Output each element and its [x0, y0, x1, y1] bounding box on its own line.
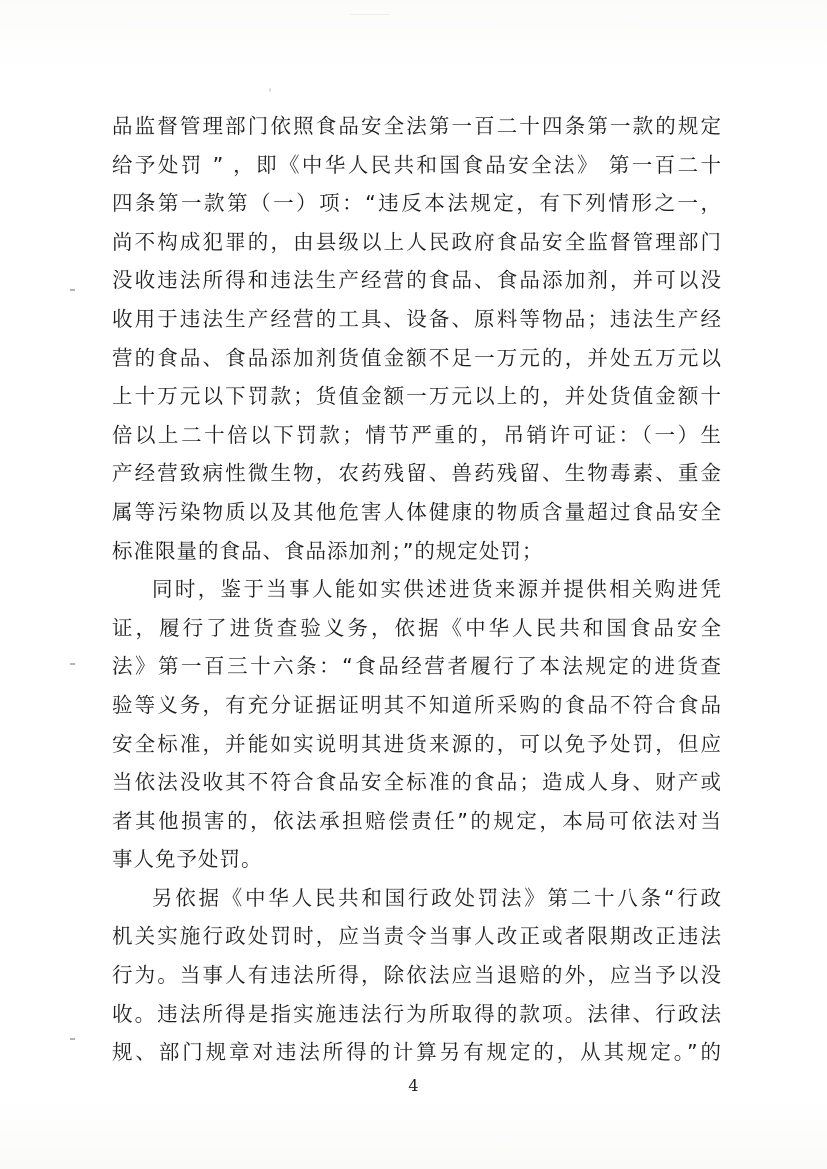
text-line: 营的食品、食品添加剂货值金额不足一万元的，并处五万元以 [112, 345, 722, 370]
text-line: 属等污染物质以及其他危害人体健康的物质含量超过食品安全 [112, 499, 722, 524]
paragraph-start-line: 同时，鉴于当事人能如实供述进货来源并提供相关购进凭 [152, 577, 722, 602]
text-line: 规、部门规章对违法所得的计算另有规定的，从其规定。”的 [112, 1040, 722, 1065]
paragraph-start-line: 另依据《中华人民共和国行政处罚法》第二十八条“行政 [152, 885, 722, 910]
page-number: 4 [408, 1076, 419, 1095]
scan-speck [269, 88, 271, 92]
text-line: 倍以上二十倍以下罚款；情节严重的，吊销许可证：（一）生 [112, 422, 722, 447]
text-line: 安全标准，并能如实说明其进货来源的，可以免予处罚，但应 [112, 731, 722, 756]
text-line: 事人免予处罚。 [112, 847, 263, 872]
text-line: 行为。当事人有违法所得，除依法应当退赔的外，应当予以没 [112, 963, 722, 988]
text-line: 给予处罚 ” ，即《中华人民共和国食品安全法》 第一百二十 [112, 152, 722, 177]
scan-mark [70, 663, 75, 665]
text-line: 上十万元以下罚款；货值金额一万元以上的，并处货值金额十 [112, 384, 722, 409]
text-line: 收用于违法生产经营的工具、设备、原料等物品；违法生产经 [112, 306, 722, 331]
text-line: 标准限量的食品、食品添加剂；”的规定处罚； [112, 538, 544, 563]
text-line: 法》第一百三十六条：“食品经营者履行了本法规定的进货查 [112, 654, 722, 679]
text-line: 机关实施行政处罚时，应当责令当事人改正或者限期改正违法 [112, 924, 722, 949]
scan-speck [350, 14, 390, 15]
text-line: 没收违法所得和违法生产经营的食品、食品添加剂，并可以没 [112, 268, 722, 293]
text-line: 四条第一款第（一）项：“违反本法规定，有下列情形之一， [112, 191, 722, 216]
text-line: 品监督管理部门依照食品安全法第一百二十四条第一款的规定 [112, 114, 722, 138]
text-line: 证，履行了进货查验义务，依据《中华人民共和国食品安全 [112, 615, 722, 640]
text-line: 收。违法所得是指实施违法行为所取得的款项。法律、行政法 [112, 1001, 722, 1026]
text-line: 当依法没收其不符合食品安全标准的食品；造成人身、财产或 [112, 770, 722, 795]
scan-mark [70, 289, 75, 291]
text-line: 者其他损害的，依法承担赔偿责任”的规定，本局可依法对当 [112, 808, 722, 833]
text-line: 产经营致病性微生物，农药残留、兽药残留、生物毒素、重金 [112, 461, 722, 486]
text-line: 尚不构成犯罪的，由县级以上人民政府食品安全监督管理部门 [112, 229, 722, 254]
scan-mark [70, 1038, 75, 1040]
text-line: 验等义务，有充分证据证明其不知道所采购的食品不符合食品 [112, 692, 722, 717]
body-text [112, 107, 722, 1072]
